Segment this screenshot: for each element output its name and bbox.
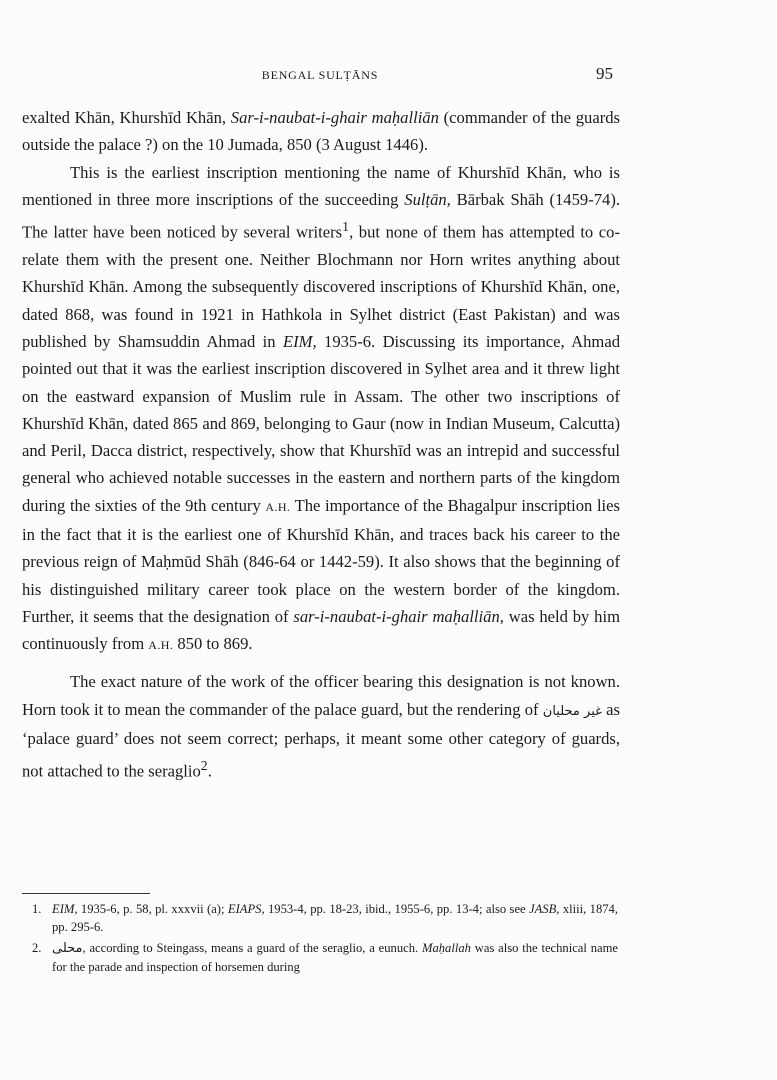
arabic-term: غیر محلیان [542, 703, 602, 719]
footnote-2: 2. محلی, according to Steingass, means a guard of the seraglio, a eunuch. Maḥallah was also the technical name for the parade and inspection of horsemen during [32, 941, 618, 974]
footnotes [32, 900, 618, 979]
footnote-ref-1: 1 [342, 219, 350, 235]
paragraph-1: exalted Khān, Khurshīd Khān, Sar-i-naubat-i-ghair maḥalliān (commander of the guards outside the palace ?) on the 10 Jumada, 850 (3 August 1446). [22, 108, 620, 155]
italic-term: Sar-i-naubat-i-ghair maḥalliān [230, 108, 439, 127]
small-caps-ah: A.H. [148, 638, 174, 653]
running-head: BENGAL SULṬĀNS [261, 68, 379, 82]
paragraph-3: The exact nature of the work of the officer bearing this designation is not known. Horn took it to mean the commander of the palace guard, but the rendering of غیر محلیان as ‘palace guard’ does not seem correct; perhaps, it meant some other category of guards, not attached to the seraglio$^2$. [22, 672, 620, 781]
page-number: 95 [596, 64, 613, 83]
arabic-term: محلی [52, 941, 83, 956]
italic-term: Sulṭān, [404, 189, 451, 209]
italic-term: EIM, [282, 331, 317, 351]
body-text [22, 104, 620, 785]
footnote-1: 1. EIM, 1935-6, p. 58, pl. xxxvii (a); EIAPS, 1953-4, pp. 18-23, ibid., 1955-6, pp. 13-4; also see JASB, xliii, 1874, pp. 295-6. [32, 902, 618, 934]
footnote-ref-2: 2 [200, 758, 208, 774]
small-caps-ah: A.H. [265, 499, 291, 514]
footnote-divider [22, 893, 150, 894]
italic-term: sar-i-naubat-i-ghair maḥalliān, [293, 606, 504, 626]
paragraph-2: This is the earliest inscription mentioning the name of Khurshīd Khān, who is mentioned in three more inscriptions of the succeeding Sulṭān, Bārbak Shāh (1459-74). The latter have been noticed by several writers$^1$, but none of them has attempted to co-relate them with the present one. Neither Blochmann nor Horn writes anything about Khurshīd Khān. Among the subsequently discovered inscriptions of Khurshīd Khān, one, dated 868, was found in 1921 in Hathkola in Sylhet district (East Pakistan) and was published by Shamsuddin Ahmad in EIM, 1935-6. Discussing its importance, Ahmad pointed out that it was the earliest inscription discovered in Sylhet area and it threw light on the eastward expansion of Muslim rule in Assam. The other two inscriptions of Khurshīd Khān, dated 865 and 869, belonging to Gaur (now in Indian Museum, Calcutta) and Peril, Dacca district, respectively, show that Khurshīd was an intrepid and successful general who achieved notable successes in the eastern and northern parts of the kingdom during the sixties of the 9th century A.H. The importance of the Bhagalpur inscription lies in the fact that it is the earliest one of Khurshīd Khān, and traces back his career to the previous reign of Maḥmūd Shāh (846-64 or 1442-59). It also shows that the beginning of his distinguished military career took place on the western border of the kingdom. Further, it seems that the designation of sar-i-naubat-i-ghair maḥalliān, was held by him continuously from A.H. 850 to 869. [22, 162, 620, 654]
